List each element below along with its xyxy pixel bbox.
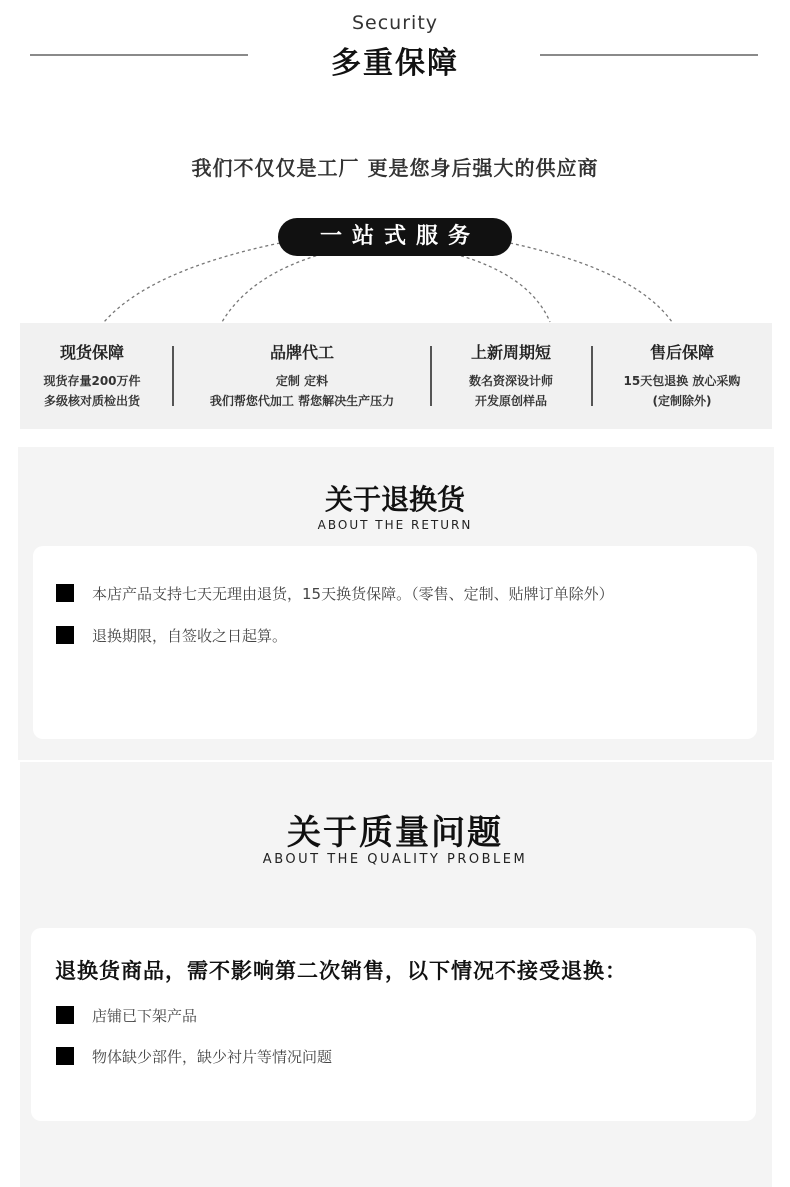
service-divider bbox=[430, 346, 432, 406]
connector-arc-4 bbox=[510, 243, 672, 322]
service-title: 现货保障 bbox=[59, 343, 124, 362]
connector-arcs bbox=[0, 0, 790, 330]
returns-bullet bbox=[56, 583, 614, 605]
service-after-sales bbox=[596, 340, 768, 411]
square-bullet-icon bbox=[56, 1006, 74, 1024]
service-divider bbox=[591, 346, 593, 406]
service-desc-1: 15天包退换 放心采购 bbox=[623, 374, 741, 388]
service-title: 售后保障 bbox=[649, 343, 714, 362]
quality-lead: 退换货商品，需不影响第二次销售，以下情况不接受退换： bbox=[55, 959, 627, 983]
service-oem bbox=[178, 340, 426, 411]
returns-bullet bbox=[56, 625, 287, 647]
section-title-cn: 多重保障 bbox=[331, 46, 459, 81]
service-desc-2: 开发原创样品 bbox=[474, 394, 547, 408]
one-stop-service-pill: 一站式服务 bbox=[278, 218, 512, 256]
service-divider bbox=[172, 346, 174, 406]
service-new-arrivals bbox=[434, 340, 588, 411]
service-desc-2: (定制除外) bbox=[652, 394, 712, 408]
connector-arc-1 bbox=[104, 243, 280, 322]
connector-arc-3 bbox=[455, 254, 550, 322]
quality-title-en: ABOUT THE QUALITY PROBLEM bbox=[262, 852, 528, 867]
returns-title-en: ABOUT THE RETURN bbox=[317, 518, 473, 532]
bullet-text: 本店产品支持七天无理由退货，15天换货保障。（零售、定制、贴牌订单除外） bbox=[92, 585, 614, 603]
returns-title-cn: 关于退换货 bbox=[324, 483, 465, 516]
service-title: 上新周期短 bbox=[470, 343, 551, 362]
service-desc-2: 多级核对质检出货 bbox=[43, 394, 140, 408]
bullet-text: 店铺已下架产品 bbox=[92, 1007, 198, 1025]
square-bullet-icon bbox=[56, 1047, 74, 1065]
service-desc-2: 我们帮您代加工 帮您解决生产压力 bbox=[209, 394, 395, 408]
service-title: 品牌代工 bbox=[269, 343, 334, 362]
section-title-en: Security bbox=[351, 12, 439, 34]
quality-bullet bbox=[56, 1046, 332, 1068]
service-stock bbox=[24, 340, 160, 411]
service-desc-1: 定制 定料 bbox=[275, 374, 329, 388]
quality-bullet bbox=[56, 1005, 197, 1027]
connector-arc-2 bbox=[222, 254, 322, 322]
service-desc-1: 数名资深设计师 bbox=[468, 374, 553, 388]
bullet-text: 退换期限，自签收之日起算。 bbox=[92, 627, 288, 645]
service-desc-1: 现货存量200万件 bbox=[43, 374, 141, 388]
bullet-text: 物体缺少部件，缺少衬片等情况问题 bbox=[92, 1048, 333, 1066]
tagline: 我们不仅仅是工厂 更是您身后强大的供应商 bbox=[191, 156, 599, 180]
square-bullet-icon bbox=[56, 626, 74, 644]
square-bullet-icon bbox=[56, 584, 74, 602]
quality-title-cn: 关于质量问题 bbox=[287, 813, 503, 853]
